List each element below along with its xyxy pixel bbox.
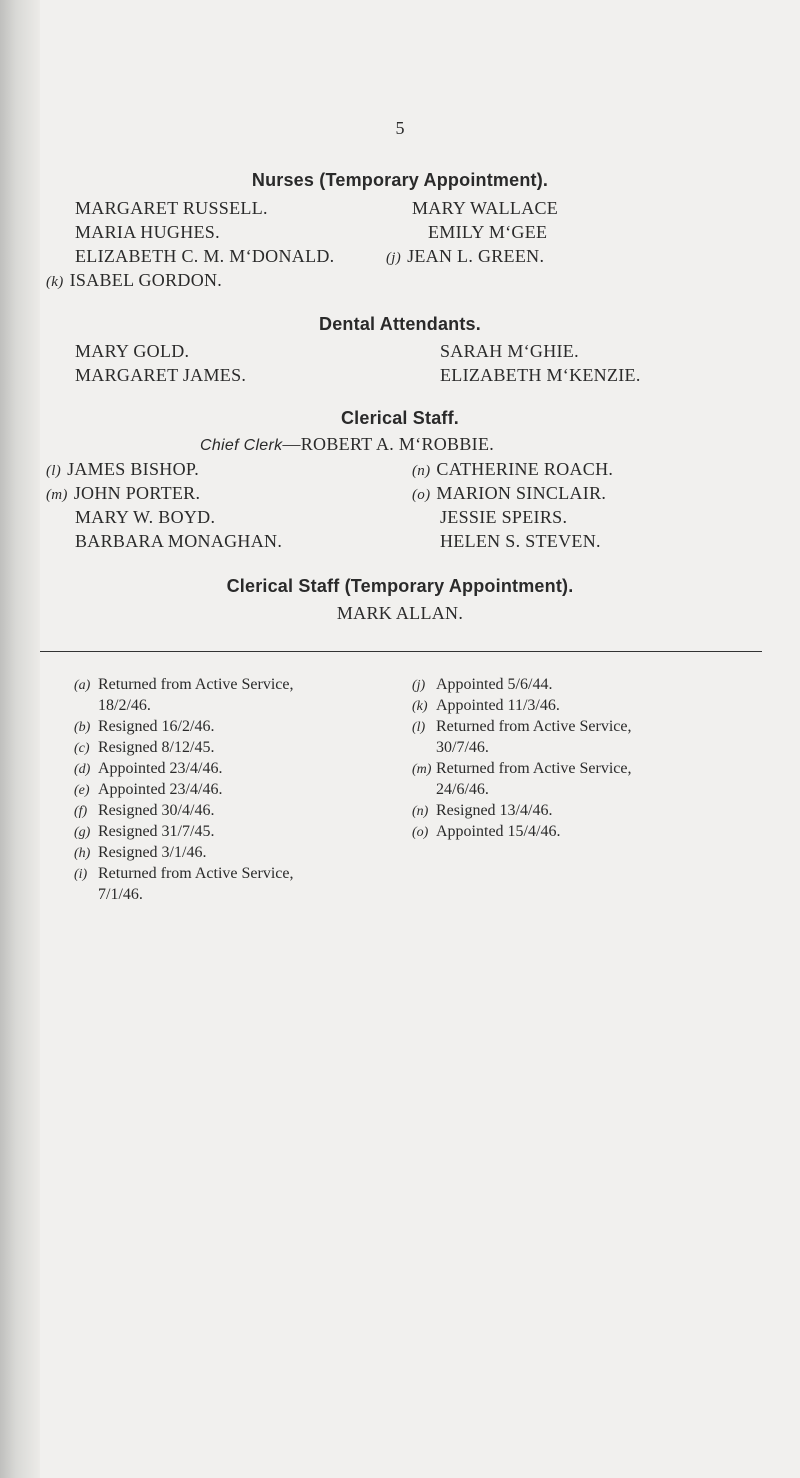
footnote-text: Resigned 30/4/46. [98, 802, 215, 819]
footnote-text: Returned from Active Service, [98, 676, 294, 693]
footnote-label: (k) [412, 699, 428, 714]
nurse-name [46, 270, 222, 291]
footnote-text: Resigned 8/12/45. [98, 739, 215, 756]
footnote-label: (n) [412, 804, 429, 819]
footnote-a [74, 676, 294, 694]
footnote-label: (c) [74, 741, 90, 756]
footnote-text: Appointed 11/3/46. [436, 697, 560, 714]
footnote-e [74, 781, 222, 799]
clerical-staff-name: JESSIE SPEIRS. [440, 507, 568, 527]
clerical-staff-name: HELEN S. STEVEN. [440, 531, 601, 551]
footnote-label: (e) [74, 783, 90, 798]
footnote-text: Appointed 23/4/46. [98, 760, 223, 777]
footnote-divider [40, 651, 762, 652]
footnote-label: (i) [74, 867, 88, 882]
footnote-h [74, 844, 206, 862]
footnote-i [74, 865, 294, 883]
footnote-ref: (o) [412, 487, 431, 503]
nurse-name: MARY WALLACE [412, 198, 559, 218]
footnote-text: Appointed 23/4/46. [98, 781, 223, 798]
footnote-g [74, 823, 214, 841]
dental-attendant-name: ELIZABETH M‘KENZIE. [440, 365, 641, 385]
footnote-j [412, 676, 552, 694]
footnote-text: Resigned 3/1/46. [98, 844, 207, 861]
chief-clerk-name: —ROBERT A. M‘ROBBIE. [282, 434, 495, 454]
clerical-staff-name [46, 483, 200, 504]
nurse-name: MARGARET RUSSELL. [75, 198, 268, 218]
footnote-label: (a) [74, 678, 91, 693]
footnote-k [412, 697, 560, 715]
footnote-d [74, 760, 222, 778]
clerical-staff-name [46, 459, 199, 480]
footnote-o [412, 823, 560, 841]
nurse-name: MARIA HUGHES. [75, 222, 220, 242]
footnote-text: Resigned 31/7/45. [98, 823, 215, 840]
footnote-ref: (m) [46, 487, 68, 503]
clerical-staff-name: MARY W. BOYD. [75, 507, 216, 527]
footnote-label: (j) [412, 678, 426, 693]
footnote-label: (m) [412, 762, 432, 777]
footnote-n [412, 802, 552, 820]
clerical-staff-name [412, 483, 606, 504]
page-number: 5 [395, 118, 405, 138]
footnote-label: (f) [74, 804, 88, 819]
footnote-text: Resigned 16/2/46. [98, 718, 215, 735]
clerical-staff-name [412, 459, 613, 480]
footnote-text: Appointed 15/4/46. [436, 823, 561, 840]
dental-attendant-name: SARAH M‘GHIE. [440, 341, 579, 361]
chief-clerk-line [200, 434, 494, 455]
clerical-temporary-heading: Clerical Staff (Temporary Appointment). [226, 576, 574, 596]
footnote-continuation: 18/2/46. [98, 697, 151, 714]
footnote-text: Appointed 5/6/44. [436, 676, 553, 693]
footnote-label: (h) [74, 846, 91, 861]
nurses-temporary-heading: Nurses (Temporary Appointment). [251, 170, 549, 190]
nurse-name [386, 246, 544, 267]
page-binding-shadow [0, 0, 40, 1478]
footnote-text: Returned from Active Service, [436, 760, 632, 777]
footnote-m [412, 760, 632, 778]
footnote-text: Returned from Active Service, [436, 718, 632, 735]
clerical-staff-heading: Clerical Staff. [340, 408, 460, 428]
footnote-label: (l) [412, 720, 426, 735]
clerical-staff-name-text: JOHN PORTER. [73, 483, 201, 503]
clerical-staff-name: BARBARA MONAGHAN. [75, 531, 283, 551]
footnote-text: Resigned 13/4/46. [436, 802, 553, 819]
footnote-continuation: 7/1/46. [98, 886, 143, 903]
footnote-ref: (n) [412, 463, 431, 479]
dental-attendant-name: MARY GOLD. [75, 341, 190, 361]
footnote-continuation: 30/7/46. [436, 739, 489, 756]
footnote-l [412, 718, 632, 736]
footnote-continuation: 24/6/46. [436, 781, 489, 798]
dental-attendant-name: MARGARET JAMES. [75, 365, 247, 385]
footnote-c [74, 739, 214, 757]
chief-clerk-label: Chief Clerk [200, 437, 283, 454]
nurse-name: EMILY M‘GEE [428, 222, 548, 242]
footnote-f [74, 802, 214, 820]
nurse-name-text: JEAN L. GREEN. [407, 246, 545, 266]
dental-attendants-heading: Dental Attendants. [319, 314, 481, 334]
footnote-ref: (l) [46, 463, 62, 479]
footnote-text: Returned from Active Service, [98, 865, 294, 882]
clerical-temporary-name: MARK ALLAN. [336, 603, 464, 623]
footnote-label: (b) [74, 720, 91, 735]
footnote-ref: (j) [386, 250, 402, 266]
footnote-label: (d) [74, 762, 91, 777]
footnote-label: (o) [412, 825, 429, 840]
clerical-staff-name-text: CATHERINE ROACH. [436, 459, 614, 479]
footnote-ref: (k) [46, 274, 64, 290]
clerical-staff-name-text: JAMES BISHOP. [67, 459, 200, 479]
footnote-label: (g) [74, 825, 91, 840]
footnote-b [74, 718, 214, 736]
nurse-name-text: ISABEL GORDON. [69, 270, 223, 290]
clerical-staff-name-text: MARION SINCLAIR. [436, 483, 607, 503]
nurse-name: ELIZABETH C. M. M‘DONALD. [75, 246, 335, 266]
